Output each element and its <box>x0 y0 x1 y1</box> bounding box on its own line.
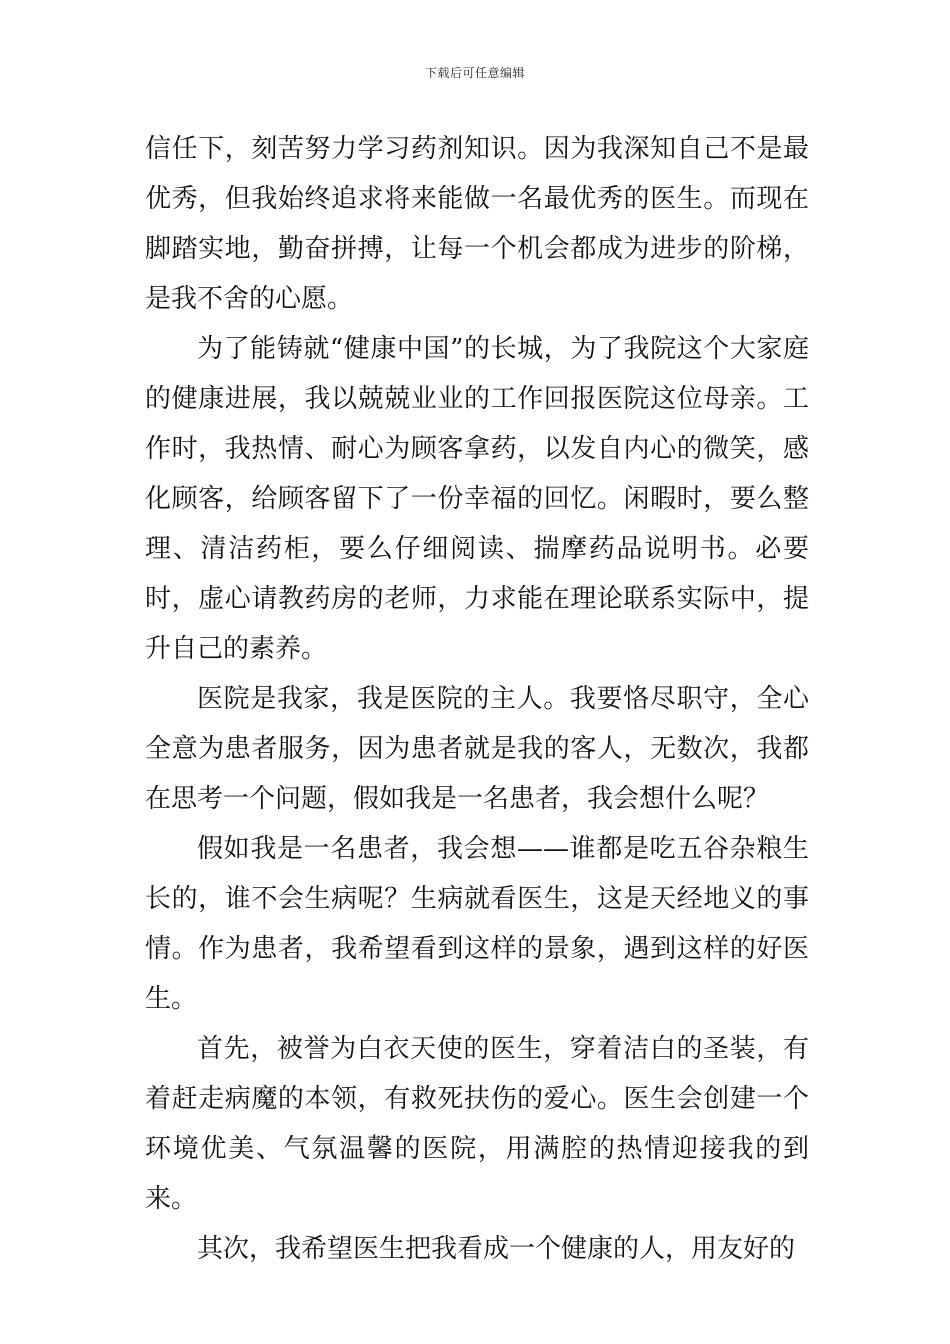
paragraph: 医院是我家，我是医院的主人。我要恪尽职守，全心全意为患者服务，因为患者就是我的客人，无数次，我都在思考一个问题，假如我是一名患者，我会想什么呢？ <box>145 684 809 814</box>
paragraph: 其次，我希望医生把我看成一个健康的人，用友好的 <box>197 1234 796 1264</box>
paragraph: 信任下，刻苦努力学习药剂知识。因为我深知自己不是最优秀，但我始终追求将来能做一名最优秀的医生。而现在脚踏实地，勤奋拼搏，让每一个机会都成为进步的阶梯，是我不舍的心愿。 <box>145 134 809 314</box>
body-text <box>145 124 809 1274</box>
paragraph: 假如我是一名患者，我会想——谁都是吃五谷杂粮生长的，谁不会生病呢？生病就看医生，这是天经地义的事情。作为患者，我希望看到这样的景象，遇到这样的好医生。 <box>145 834 809 1014</box>
page-header: 下载后可任意编辑 <box>424 66 525 80</box>
paragraph: 首先，被誉为白衣天使的医生，穿着洁白的圣装，有着赶走病魔的本领，有救死扶伤的爱心。医生会创建一个环境优美、气氛温馨的医院，用满腔的热情迎接我的到来。 <box>145 1034 809 1214</box>
paragraph: 为了能铸就“健康中国”的长城，为了我院这个大家庭的健康进展，我以兢兢业业的工作回报医院这位母亲。工作时，我热情、耐心为顾客拿药，以发自内心的微笑，感化顾客，给顾客留下了一份幸福的回忆。闲暇时，要么整理、清洁药柜，要么仔细阅读、揣摩药品说明书。必要时，虚心请教药房的老师，力求能在理论联系实际中，提升自己的素养。 <box>145 334 809 664</box>
